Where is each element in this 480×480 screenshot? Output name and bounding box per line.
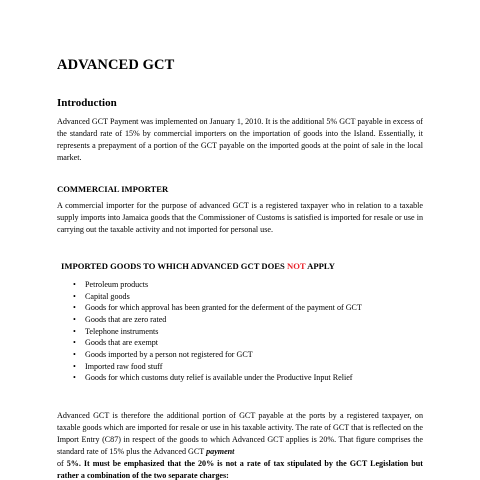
heading-not-word: NOT xyxy=(286,261,306,271)
list-item: • Goods imported by a person not registered for GCT xyxy=(73,349,253,359)
bullet-icon: • xyxy=(73,291,76,301)
imported-goods-heading xyxy=(61,261,427,271)
payment-word: payment xyxy=(206,446,235,456)
list-item: • Petroleum products xyxy=(73,280,149,289)
bullet-icon: • xyxy=(73,338,76,348)
list-item: • Goods that are zero rated xyxy=(73,314,167,324)
document-title: ADVANCED GCT xyxy=(57,57,175,73)
list-item: • Goods for which approval has been granted for the deferment of the payment of GCT xyxy=(73,303,362,313)
advanced-rate: 5%. xyxy=(66,458,81,468)
bullet-icon: • xyxy=(73,326,76,336)
list-item: • Goods for which customs duty relief is available under the Productive Input Relief xyxy=(73,373,353,383)
bullet-icon: • xyxy=(73,361,76,371)
bullet-icon: • xyxy=(73,280,76,289)
heading-part-before: IMPORTED GOODS TO WHICH ADVANCED GCT DOES xyxy=(61,261,285,271)
list-item: • Capital goods xyxy=(73,291,130,301)
list-item: • Goods that are exempt xyxy=(73,338,159,348)
bullet-icon: • xyxy=(73,303,76,313)
excluded-goods-list xyxy=(58,279,424,384)
commercial-importer-paragraph: A commercial importer for the purpose of advanced GCT is a registered taxpayer who in relation to a taxable supply imports into Jamaica goods that the Commissioner of Customs is satisfied is imported for resale or use in carrying out the taxable activity and not imported for personal use. xyxy=(57,201,423,234)
of-word: of xyxy=(57,458,64,468)
bullet-icon: • xyxy=(73,314,76,324)
emphasis-sentence: It must be emphasized that the 20% is not a rate of tax stipulated by the GCT Legislation but rather a combination of the two separate charges: xyxy=(57,458,423,480)
intro-heading: Introduction xyxy=(57,97,117,109)
heading-part-after: APPLY xyxy=(307,261,335,271)
bullet-icon: • xyxy=(73,349,76,359)
commercial-importer-heading: COMMERCIAL IMPORTER xyxy=(57,184,169,194)
intro-paragraph: Advanced GCT Payment was implemented on January 1, 2010. It is the additional 5% GCT payable in excess of the standard rate of 15% by commercial importers on the importation of goods into the Island. Essentially, it represents a prepayment of a portion of the GCT payable on the imported goods at the point of sale in the local market. xyxy=(57,117,423,162)
list-item: • Imported raw food stuff xyxy=(73,361,163,371)
bullet-icon: • xyxy=(73,373,76,383)
closing-text: Advanced GCT is therefore the additional portion of GCT payable at the ports by a registered taxpayer, on taxable goods which are imported for resale or use in his taxable activity. The rate of GCT that is reflected on the Import Entry (C87) in respect of the goods to which Advanced GCT applies is 20%. That figure comprises the standard rate of 15% plus the Advanced GCT xyxy=(57,411,423,456)
closing-paragraph xyxy=(57,410,423,480)
list-item: • Telephone instruments xyxy=(73,326,159,336)
